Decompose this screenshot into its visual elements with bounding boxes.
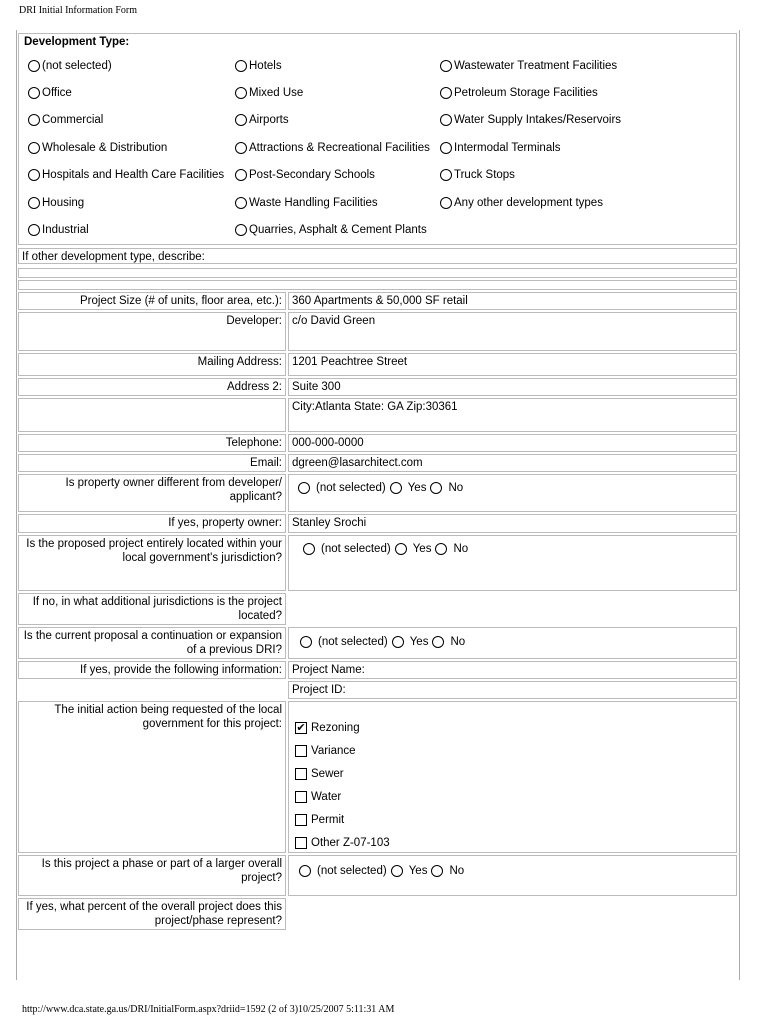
radio-button-icon[interactable]: [28, 224, 40, 236]
development-type-label: Intermodal Terminals: [454, 142, 561, 154]
initial-action-label: Sewer: [311, 768, 344, 780]
development-type-label: Water Supply Intakes/Reservoirs: [454, 114, 622, 126]
project-name-field[interactable]: Project Name:: [288, 661, 737, 679]
phase-field: [288, 855, 737, 896]
address2-value[interactable]: Suite 300: [288, 378, 737, 396]
radio-label: (not selected): [321, 543, 391, 555]
within-not-selected-radio[interactable]: [303, 543, 315, 555]
city-state-zip[interactable]: City:Atlanta State: GA Zip:30361: [288, 398, 737, 432]
development-type-option[interactable]: [440, 60, 617, 72]
telephone-value[interactable]: 000-000-0000: [288, 434, 737, 452]
initial-action-option[interactable]: [295, 837, 390, 849]
radio-label: No: [449, 865, 465, 877]
property-owner-label: If yes, property owner:: [18, 514, 286, 533]
development-type-label: Office: [42, 87, 72, 99]
radio-button-icon[interactable]: [235, 114, 247, 126]
development-type-option[interactable]: [440, 197, 603, 209]
radio-label: Yes: [412, 543, 432, 555]
development-type-label: Truck Stops: [454, 169, 515, 181]
page-footer: http://www.dca.state.ga.us/DRI/InitialForm.aspx?driid=1592 (2 of 3)10/25/2007 5:11:31 AM: [22, 1004, 395, 1015]
page-header: DRI Initial Information Form: [19, 5, 138, 16]
telephone-label: Telephone:: [18, 434, 286, 452]
phase-not-selected-radio[interactable]: [299, 865, 311, 877]
other-type-label: If other development type, describe:: [18, 248, 737, 264]
development-type-option[interactable]: [28, 60, 112, 72]
owner-not-selected-radio[interactable]: [298, 482, 310, 494]
owner-different-field: [288, 474, 737, 512]
radio-button-icon[interactable]: [235, 87, 247, 99]
development-type-label: Housing: [42, 197, 85, 209]
development-type-option[interactable]: [235, 60, 282, 72]
provide-info-label: If yes, provide the following information:: [18, 661, 286, 679]
development-type-label: Wholesale & Distribution: [42, 142, 168, 154]
radio-button-icon[interactable]: [28, 60, 40, 72]
development-type-label: Commercial: [42, 114, 104, 126]
radio-button-icon[interactable]: [235, 142, 247, 154]
phase-yes-radio[interactable]: [391, 865, 403, 877]
development-type-label: Quarries, Asphalt & Cement Plants: [249, 224, 427, 236]
checkbox-icon[interactable]: [295, 791, 307, 803]
radio-button-icon[interactable]: [235, 224, 247, 236]
initial-action-label: Water: [311, 791, 342, 803]
checkbox-icon[interactable]: [295, 768, 307, 780]
development-type-option[interactable]: [235, 87, 303, 99]
radio-label: (not selected): [317, 865, 387, 877]
development-type-option[interactable]: [235, 142, 430, 154]
initial-action-option[interactable]: [295, 814, 344, 826]
owner-yes-radio[interactable]: [390, 482, 402, 494]
percent-label: If yes, what percent of the overall project does this project/phase represent?: [18, 898, 286, 930]
project-id-field[interactable]: Project ID:: [288, 681, 737, 699]
radio-label: No: [450, 636, 466, 648]
email-value[interactable]: dgreen@lasarchitect.com: [288, 454, 737, 472]
radio-label: Yes: [407, 482, 427, 494]
development-type-label: Hospitals and Health Care Facilities: [42, 169, 225, 181]
initial-action-option[interactable]: [295, 722, 360, 734]
radio-label: (not selected): [318, 636, 388, 648]
initial-action-label: The initial action being requested of the local government for this project:: [18, 701, 286, 853]
development-type-option[interactable]: [235, 114, 289, 126]
development-type-option[interactable]: [235, 224, 427, 236]
within-jurisdiction-label: Is the proposed project entirely located within your local government's jurisdiction?: [18, 535, 286, 591]
initial-action-field: [288, 701, 737, 853]
radio-button-icon[interactable]: [235, 60, 247, 72]
mailing-address-value[interactable]: 1201 Peachtree Street: [288, 353, 737, 376]
radio-label: No: [453, 543, 469, 555]
development-type-section: [18, 33, 737, 245]
radio-button-icon[interactable]: [440, 60, 452, 72]
radio-button-icon[interactable]: [28, 114, 40, 126]
mailing-address-label: Mailing Address:: [18, 353, 286, 376]
checkbox-icon[interactable]: [295, 745, 307, 757]
development-type-option[interactable]: [235, 197, 378, 209]
other-type-input[interactable]: [18, 268, 737, 278]
phase-no-radio[interactable]: [431, 865, 443, 877]
continuation-no-radio[interactable]: [432, 636, 444, 648]
radio-button-icon[interactable]: [235, 197, 247, 209]
continuation-yes-radio[interactable]: [392, 636, 404, 648]
phase-label: Is this project a phase or part of a larger overall project?: [18, 855, 286, 896]
radio-button-icon[interactable]: [28, 142, 40, 154]
initial-action-label: Permit: [311, 814, 345, 826]
additional-jurisdictions-value[interactable]: [288, 593, 737, 625]
within-yes-radio[interactable]: [395, 543, 407, 555]
development-type-label: Attractions & Recreational Facilities: [249, 142, 430, 154]
owner-different-label: Is property owner different from developer/ applicant?: [18, 474, 286, 512]
initial-action-label: Rezoning: [311, 722, 360, 734]
initial-action-label: Other Z-07-103: [311, 837, 390, 849]
percent-value[interactable]: [288, 898, 737, 930]
owner-no-radio[interactable]: [430, 482, 442, 494]
radio-button-icon[interactable]: [440, 197, 452, 209]
within-no-radio[interactable]: [435, 543, 447, 555]
continuation-not-selected-radio[interactable]: [300, 636, 312, 648]
development-type-option[interactable]: [28, 87, 72, 99]
radio-label: Yes: [409, 636, 429, 648]
checkbox-icon[interactable]: [295, 837, 307, 849]
radio-button-icon[interactable]: [235, 169, 247, 181]
development-type-option[interactable]: [28, 169, 224, 181]
radio-label: (not selected): [316, 482, 386, 494]
continuation-field: [288, 627, 737, 659]
within-jurisdiction-field: [288, 535, 737, 591]
development-type-option[interactable]: [28, 224, 89, 236]
radio-button-icon[interactable]: [28, 87, 40, 99]
development-type-option[interactable]: [28, 114, 103, 126]
continuation-label: Is the current proposal a continuation or expansion of a previous DRI?: [18, 627, 286, 659]
address2-label: Address 2:: [18, 378, 286, 396]
development-type-option[interactable]: [440, 142, 561, 154]
radio-button-icon[interactable]: [440, 142, 452, 154]
development-type-option[interactable]: [440, 169, 515, 181]
development-type-label: Petroleum Storage Facilities: [454, 87, 598, 99]
blank-cell: [18, 681, 286, 699]
email-label: Email:: [18, 454, 286, 472]
radio-button-icon[interactable]: [28, 197, 40, 209]
development-type-label: (not selected): [42, 60, 112, 72]
development-type-option[interactable]: [440, 87, 598, 99]
developer-value[interactable]: c/o David Green: [288, 312, 737, 351]
property-owner-value[interactable]: Stanley Srochi: [288, 514, 737, 533]
radio-label: No: [448, 482, 464, 494]
development-type-label: Airports: [249, 114, 289, 126]
development-type-option[interactable]: [235, 169, 375, 181]
checked-checkbox-icon[interactable]: ✔: [296, 722, 306, 734]
project-size-value[interactable]: 360 Apartments & 50,000 SF retail: [288, 292, 737, 310]
radio-button-icon[interactable]: [440, 169, 452, 181]
development-type-label: Any other development types: [454, 197, 603, 209]
radio-label: Yes: [408, 865, 428, 877]
spacer-row: [18, 280, 737, 290]
development-type-label: Wastewater Treatment Facilities: [454, 60, 618, 72]
initial-action-option[interactable]: [295, 791, 341, 803]
development-type-label: Hotels: [249, 60, 282, 72]
development-type-label: Post-Secondary Schools: [249, 169, 375, 181]
development-type-label: Mixed Use: [249, 87, 304, 99]
initial-action-option[interactable]: [295, 745, 356, 757]
project-size-label: Project Size (# of units, floor area, etc.):: [18, 292, 286, 310]
development-type-option[interactable]: [28, 142, 167, 154]
development-type-label: Waste Handling Facilities: [249, 197, 378, 209]
developer-label: Developer:: [18, 312, 286, 351]
initial-action-option[interactable]: [295, 768, 344, 780]
development-type-title: Development Type:: [24, 36, 130, 48]
radio-button-icon[interactable]: [440, 87, 452, 99]
development-type-option[interactable]: [28, 197, 84, 209]
checkbox-icon[interactable]: [295, 814, 307, 826]
development-type-label: Industrial: [42, 224, 89, 236]
additional-jurisdictions-label: If no, in what additional jurisdictions is the project located?: [18, 593, 286, 625]
radio-button-icon[interactable]: [28, 169, 40, 181]
initial-action-label: Variance: [311, 745, 356, 757]
radio-button-icon[interactable]: [440, 114, 452, 126]
development-type-option[interactable]: [440, 114, 621, 126]
city-row-label: [18, 398, 286, 432]
